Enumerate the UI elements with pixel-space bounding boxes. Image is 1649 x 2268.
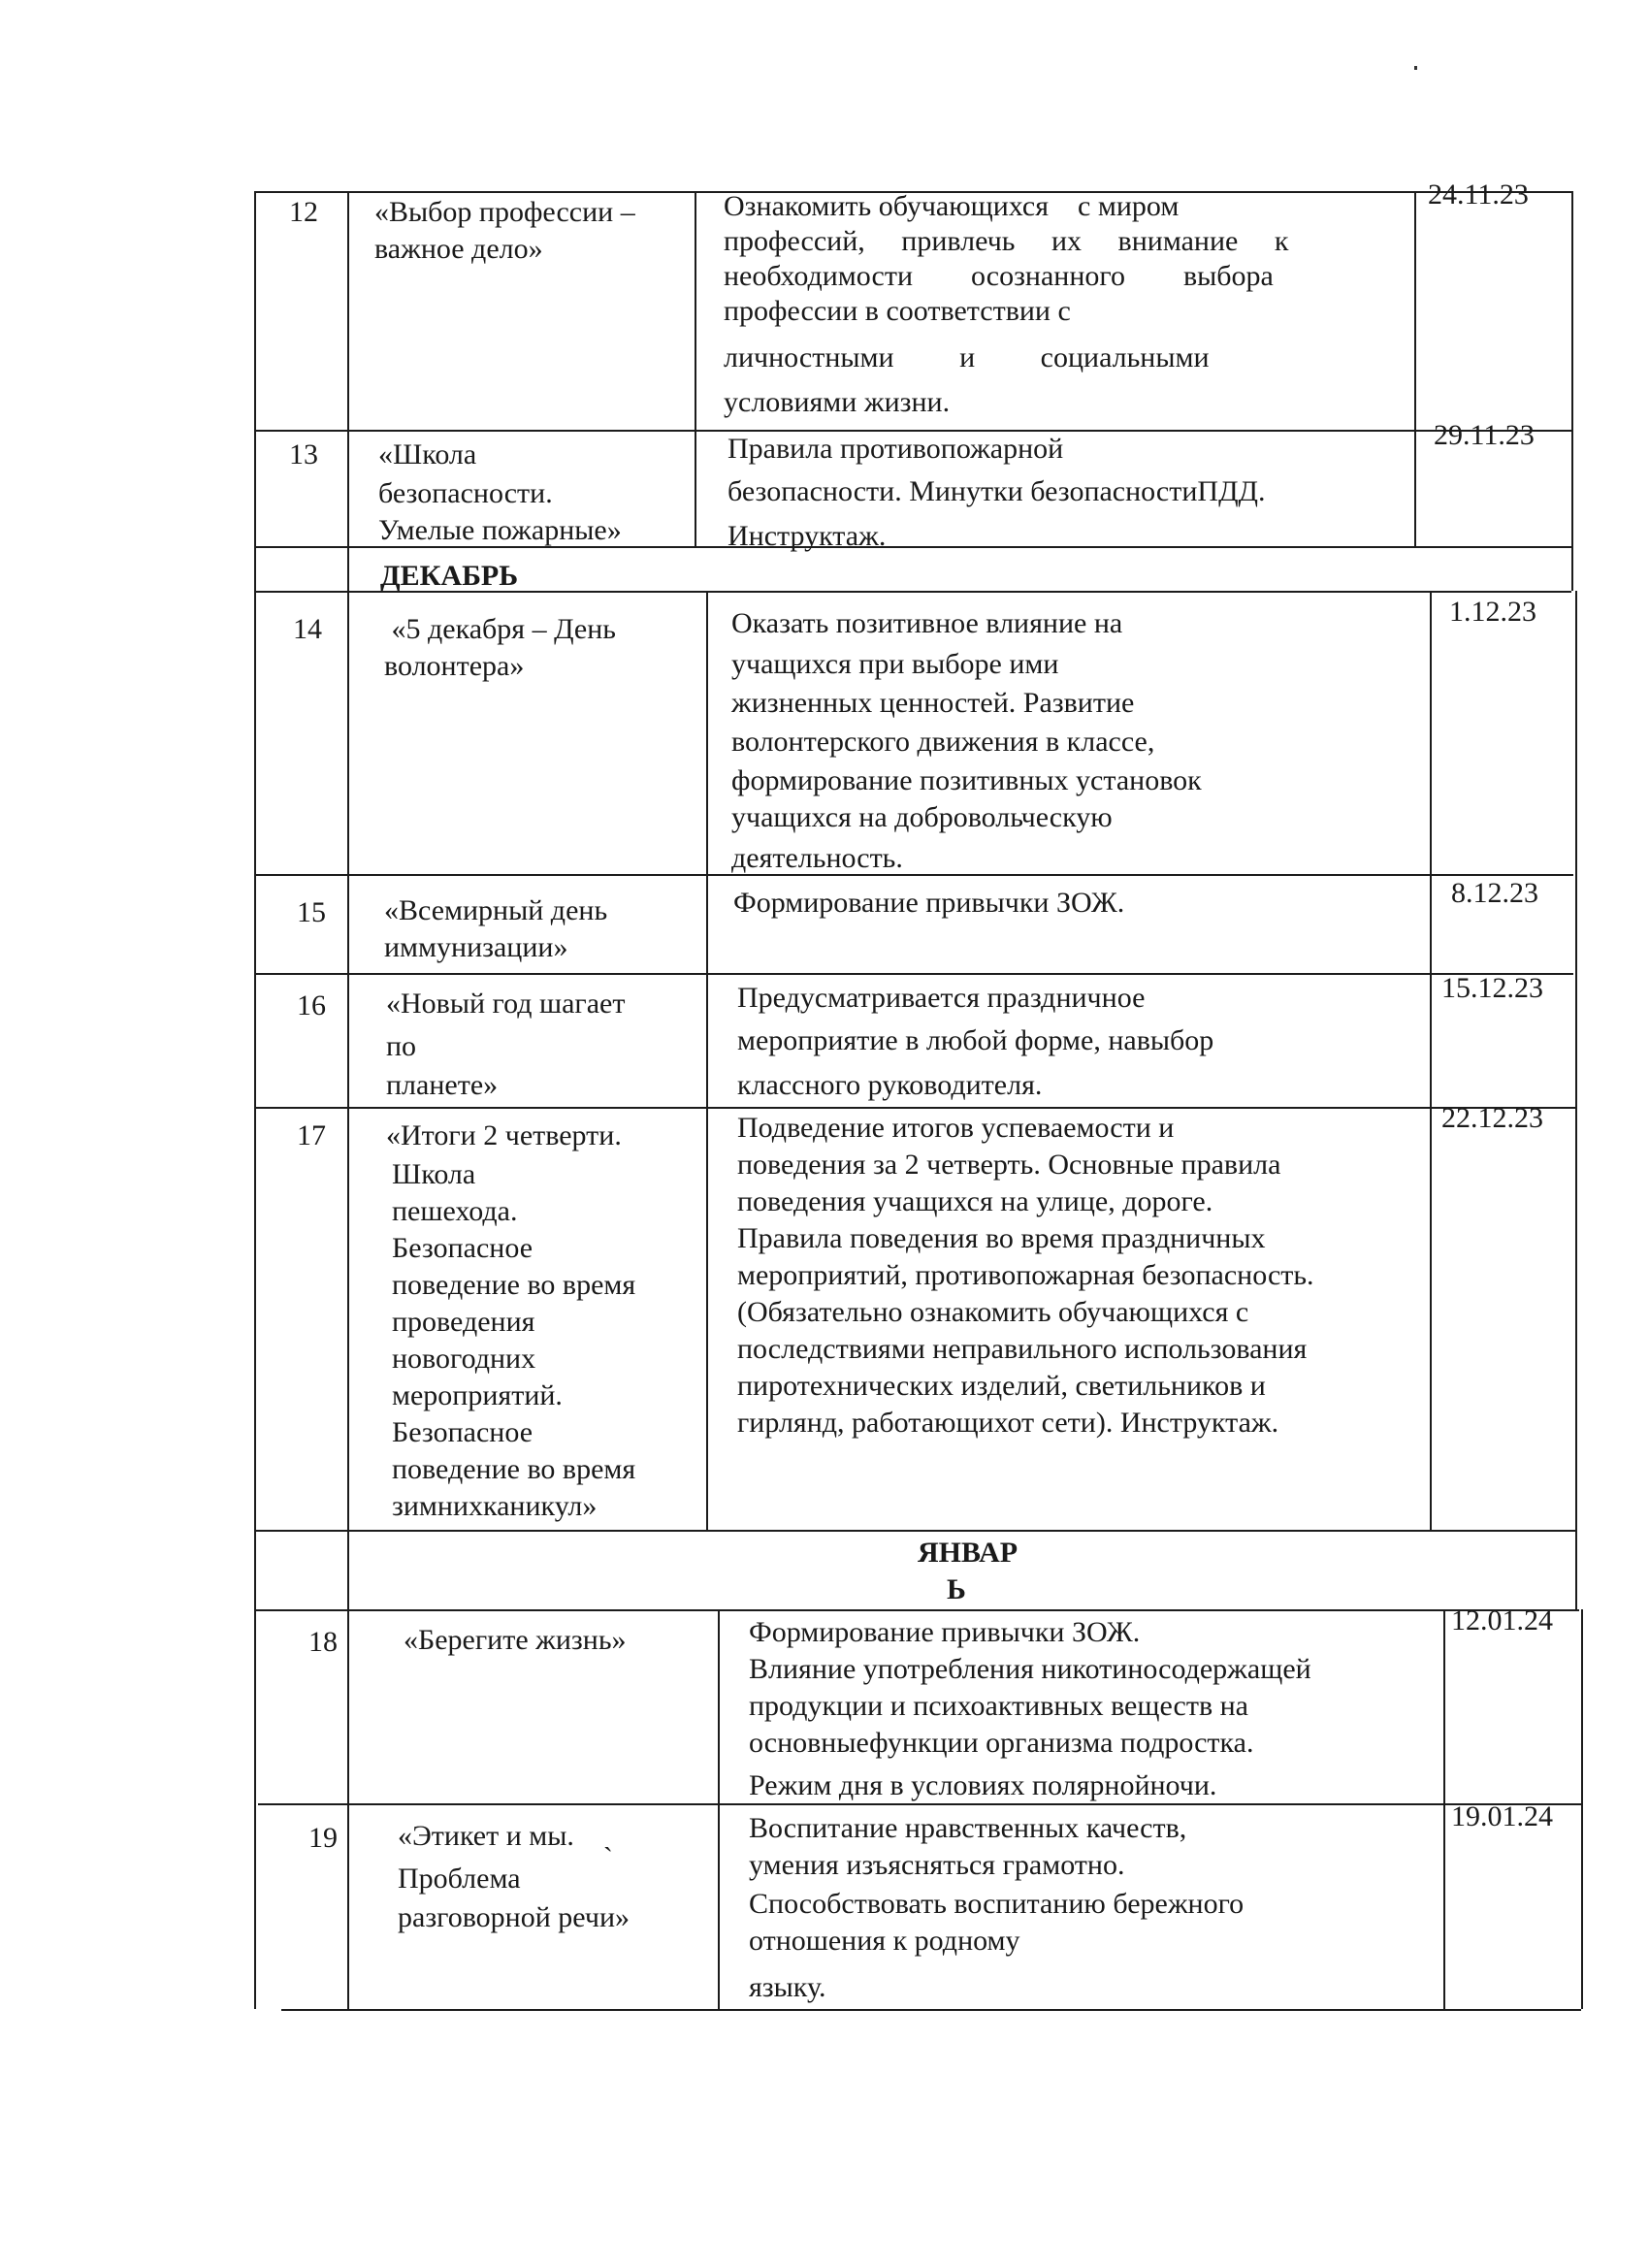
row-desc-line: мероприятие в любой форме, навыбор [737, 1024, 1214, 1056]
col-border [718, 1609, 720, 2009]
row-title-line: «5 декабря – День [384, 613, 616, 645]
row-date: 8.12.23 [1451, 877, 1538, 909]
row-title-line: зимнихканикул» [392, 1490, 598, 1522]
row-number: 15 [297, 896, 326, 928]
row-number: 19 [308, 1822, 338, 1854]
row-title-line: поведение во время [392, 1453, 636, 1485]
row-desc-line: профессии в соответствии с [724, 295, 1071, 327]
row-desc-line: Режим дня в условиях полярнойночи. [749, 1769, 1217, 1801]
row-title-line: по [386, 1030, 417, 1062]
row-desc-line: гирлянд, работающихот сети). Инструктаж. [737, 1407, 1279, 1439]
col-border [1575, 591, 1577, 1609]
row-date: 12.01.24 [1451, 1604, 1553, 1636]
row-desc-line: Воспитание нравственных качеств, [749, 1812, 1187, 1844]
row-title-line: «Всемирный день [384, 894, 608, 926]
col-border [706, 591, 708, 1530]
row-title-line: Безопасное [392, 1232, 534, 1264]
row-title-line: поведение во время [392, 1269, 636, 1301]
row-desc-line: Формирование привычки ЗОЖ. [749, 1616, 1141, 1648]
row-desc-line: Предусматривается праздничное [737, 982, 1146, 1014]
row-title-line: Умелые пожарные» [378, 514, 622, 546]
row-number: 12 [289, 196, 318, 228]
row-desc-line: Подведение итогов успеваемости и [737, 1112, 1175, 1144]
row-desc-line: Правила противопожарной [728, 433, 1064, 465]
month-january-wrap: Ь [947, 1573, 966, 1605]
row-desc-line: умения изъясняться грамотно. [749, 1849, 1125, 1881]
row-desc-line: личностными и социальными [724, 341, 1210, 373]
col-border [1430, 591, 1432, 1530]
row-desc-line: учащихся при выборе ими [731, 648, 1059, 680]
scan-speck [1414, 66, 1417, 70]
row-date: 19.01.24 [1451, 1800, 1553, 1832]
row-number: 13 [289, 438, 318, 470]
row-desc-line: жизненных ценностей. Развитие [731, 687, 1135, 719]
row-title-line: «Итоги 2 четверти. [386, 1119, 622, 1151]
row-desc-line: мероприятий, противопожарная безопасность. [737, 1259, 1314, 1291]
row-desc-line: Способствовать воспитанию бережного [749, 1888, 1245, 1920]
row-desc-line: поведения за 2 четверть. Основные правила [737, 1149, 1281, 1181]
row-date: 15.12.23 [1441, 972, 1543, 1004]
row-border [254, 1530, 1577, 1532]
row-border [281, 2009, 1581, 2011]
row-border [256, 1609, 1579, 1611]
row-title-line: важное дело» [374, 233, 543, 265]
row-title-line: безопасности. [378, 477, 553, 509]
row-title-line: «Выбор профессии – [374, 196, 635, 228]
col-border [1581, 1609, 1583, 2009]
col-border [695, 191, 696, 546]
row-title-line: «Школа [378, 438, 477, 470]
col-border [347, 191, 349, 2009]
row-desc-line: Влияние употребления никотиносодержащей [749, 1653, 1311, 1685]
row-desc-line: Правила поведения во время праздничных [737, 1222, 1266, 1254]
row-border [254, 1107, 1575, 1109]
month-january: ЯНВАР [918, 1537, 1018, 1569]
row-title-line: Проблема [398, 1863, 521, 1895]
row-border [254, 874, 1573, 876]
col-border [1414, 191, 1416, 546]
row-title-line: проведения [392, 1306, 535, 1338]
row-desc-line: формирование позитивных установок [731, 764, 1202, 796]
row-number: 14 [293, 613, 322, 645]
row-desc-line: поведения учащихся на улице, дороге. [737, 1185, 1213, 1217]
row-desc-line: волонтерского движения в классе, [731, 726, 1155, 758]
row-desc-line: деятельность. [731, 842, 903, 874]
row-border [254, 973, 1573, 975]
row-title-line: «Берегите жизнь» [404, 1624, 627, 1656]
row-title-line: планете» [386, 1069, 499, 1101]
row-desc-line: Инструктаж. [728, 520, 887, 552]
row-desc-line: последствиями неправильного использования [737, 1333, 1308, 1365]
row-desc-line: отношения к родному [749, 1925, 1020, 1957]
row-desc-line: (Обязательно ознакомить обучающихся с [737, 1296, 1249, 1328]
col-border [254, 191, 256, 2009]
row-title-line: «Новый год шагает [386, 988, 626, 1020]
row-title-line: Безопасное [392, 1416, 534, 1448]
row-desc-line: пиротехнических изделий, светильников и [737, 1370, 1266, 1402]
row-date: 22.12.23 [1441, 1102, 1543, 1134]
row-desc-line: учащихся на добровольческую [731, 801, 1113, 833]
row-title-line: Школа [392, 1158, 476, 1190]
row-desc-line: классного руководителя. [737, 1069, 1043, 1101]
row-desc-line: Ознакомить обучающихся с миром [724, 190, 1180, 222]
row-desc-line: Формирование привычки ЗОЖ. [733, 887, 1125, 919]
row-date: 29.11.23 [1434, 419, 1535, 451]
row-title-line: разговорной речи» [398, 1901, 630, 1933]
row-title-line: новогодних [392, 1343, 536, 1375]
row-title-line: пешехода. [392, 1195, 518, 1227]
row-desc-line: языку. [749, 1971, 826, 2003]
row-title-line: «Этикет и мы. ˎ [398, 1820, 613, 1852]
col-border [1571, 191, 1573, 591]
row-date: 24.11.23 [1428, 178, 1529, 211]
row-number: 16 [297, 989, 326, 1021]
row-desc-line: необходимости осознанного выбора [724, 260, 1274, 292]
month-december: ДЕКАБРЬ [380, 560, 519, 592]
row-number: 17 [297, 1119, 326, 1151]
row-desc-line: Оказать позитивное влияние на [731, 607, 1123, 639]
row-number: 18 [308, 1626, 338, 1658]
row-date: 1.12.23 [1449, 596, 1536, 628]
row-title-line: волонтера» [384, 650, 525, 682]
row-title-line: иммунизации» [384, 931, 568, 963]
row-desc-line: условиями жизни. [724, 386, 951, 418]
row-title-line: мероприятий. [392, 1379, 563, 1411]
row-desc-line: основныефункции организма подростка. [749, 1727, 1254, 1759]
row-desc-line: безопасности. Минутки безопасностиПДД. [728, 475, 1266, 507]
row-desc-line: профессий, привлечь их внимание к [724, 225, 1289, 257]
row-desc-line: продукции и психоактивных веществ на [749, 1690, 1248, 1722]
col-border [1443, 1609, 1445, 2009]
